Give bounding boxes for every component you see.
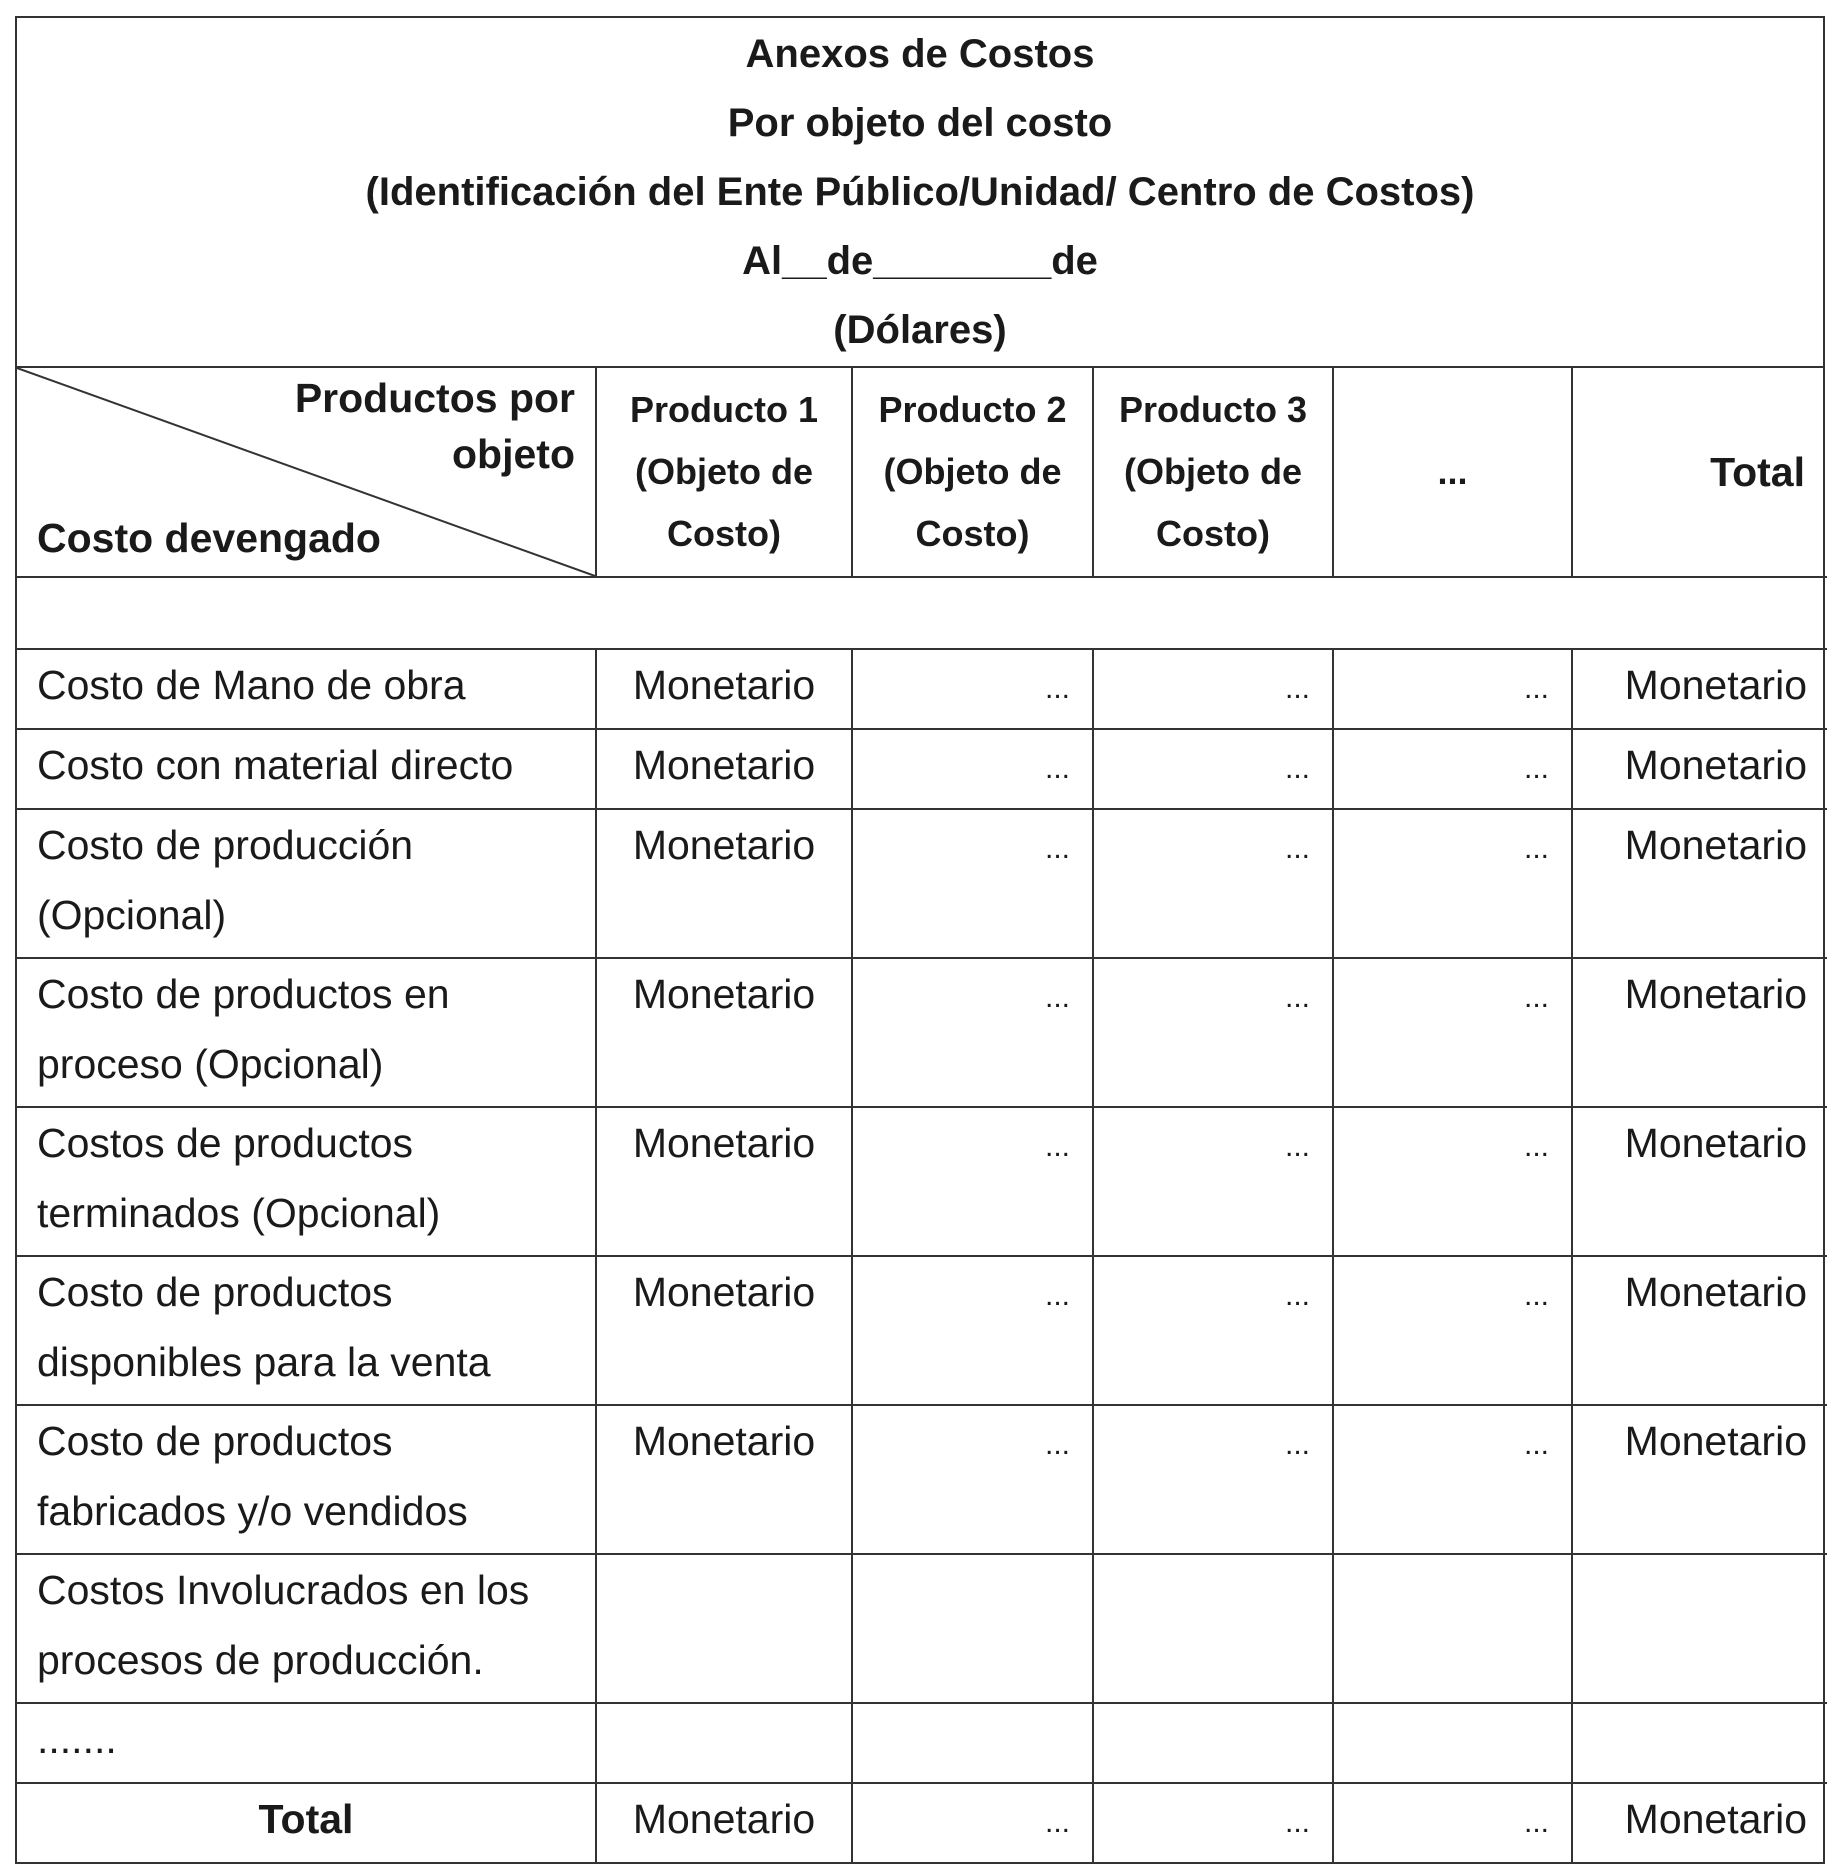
cell-product-3: ...	[1093, 1107, 1333, 1256]
cell-product-3	[1093, 1554, 1333, 1703]
cell-total	[1572, 1554, 1827, 1703]
cell-more: ...	[1333, 1256, 1572, 1405]
cell-product-2: ...	[852, 958, 1093, 1107]
row-label: Costo de Mano de obra	[17, 649, 596, 729]
cell-product-3: ...	[1093, 729, 1333, 809]
total-row-product-2: ...	[852, 1783, 1093, 1862]
cell-total: Monetario	[1572, 649, 1827, 729]
column-header-more: ...	[1333, 368, 1572, 577]
table-header-row	[17, 368, 1827, 577]
cell-more: ...	[1333, 1107, 1572, 1256]
row-label: Costos Involucrados en los procesos de producción.	[17, 1554, 596, 1703]
cell-product-1: Monetario	[596, 649, 852, 729]
column-header-product-1: Producto 1 (Objeto de Costo)	[596, 368, 852, 577]
cell-product-1: Monetario	[596, 1107, 852, 1256]
cell-more: ...	[1333, 809, 1572, 958]
cost-table-body	[17, 648, 1827, 1862]
cell-more	[1333, 1554, 1572, 1703]
cell-product-3: ...	[1093, 809, 1333, 958]
column-header-total: Total	[1572, 368, 1827, 577]
corner-header-cost: Costo devengado	[37, 515, 381, 561]
currency-unit: (Dólares)	[833, 307, 1007, 352]
table-row	[17, 958, 1827, 1107]
cell-product-1: Monetario	[596, 1405, 852, 1554]
cell-product-3: ...	[1093, 1256, 1333, 1405]
cell-product-1: Monetario	[596, 729, 852, 809]
entity-identification: (Identificación del Ente Público/Unidad/ Centro de Costos)	[365, 169, 1475, 214]
corner-header-cell	[17, 368, 596, 577]
cell-product-1: Monetario	[596, 1256, 852, 1405]
cell-total: Monetario	[1572, 809, 1827, 958]
cell-product-3: ...	[1093, 958, 1333, 1107]
cell-product-2: ...	[852, 729, 1093, 809]
spacer-row	[17, 577, 1827, 648]
cell-product-2: ...	[852, 809, 1093, 958]
cell-total: Monetario	[1572, 958, 1827, 1107]
table-row	[17, 1405, 1827, 1554]
cell-product-2: ...	[852, 1107, 1093, 1256]
row-label: Costo de productos fabricados y/o vendidos	[17, 1405, 596, 1554]
cell-total: Monetario	[1572, 1256, 1827, 1405]
report-date-line: Al__de________de	[742, 238, 1098, 283]
total-row-more: ...	[1333, 1783, 1572, 1862]
column-header-product-2: Producto 2 (Objeto de Costo)	[852, 368, 1093, 577]
cell-product-2: ...	[852, 649, 1093, 729]
row-label: Costo de productos disponibles para la venta	[17, 1256, 596, 1405]
cell-product-1: Monetario	[596, 958, 852, 1107]
table-row	[17, 729, 1827, 809]
column-header-product-3: Producto 3 (Objeto de Costo)	[1093, 368, 1333, 577]
total-row-product-1: Monetario	[596, 1783, 852, 1862]
report-title-block	[17, 18, 1823, 368]
row-label: Costo de producción (Opcional)	[17, 809, 596, 958]
cell-total: Monetario	[1572, 1405, 1827, 1554]
total-row-label: Total	[17, 1783, 596, 1862]
cell-product-2: ...	[852, 1256, 1093, 1405]
cell-product-1: Monetario	[596, 809, 852, 958]
table-row	[17, 1554, 1827, 1703]
row-label: Costo de productos en proceso (Opcional)	[17, 958, 596, 1107]
table-row	[17, 649, 1827, 729]
cell-product-1	[596, 1554, 852, 1703]
cell-product-3: ...	[1093, 1405, 1333, 1554]
total-row-total: Monetario	[1572, 1783, 1827, 1862]
report-title: Anexos de Costos	[745, 31, 1095, 76]
spacer-cell	[17, 577, 1827, 648]
row-label: .......	[17, 1703, 596, 1783]
total-row-product-3: ...	[1093, 1783, 1333, 1862]
table-row	[17, 809, 1827, 958]
cell-more: ...	[1333, 649, 1572, 729]
cell-product-3: ...	[1093, 649, 1333, 729]
cell-total: Monetario	[1572, 1107, 1827, 1256]
report-subtitle: Por objeto del costo	[727, 100, 1113, 145]
cell-product-2	[852, 1703, 1093, 1783]
cell-product-2	[852, 1554, 1093, 1703]
corner-header-products: Productos por objeto	[294, 375, 575, 477]
cell-product-2: ...	[852, 1405, 1093, 1554]
cost-annex-table	[15, 16, 1825, 1864]
cell-product-1	[596, 1703, 852, 1783]
cell-more: ...	[1333, 958, 1572, 1107]
cell-product-3	[1093, 1703, 1333, 1783]
table-row	[17, 1256, 1827, 1405]
row-label: Costos de productos terminados (Opcional)	[17, 1107, 596, 1256]
table-row	[17, 1703, 1827, 1783]
cell-more: ...	[1333, 1405, 1572, 1554]
cell-total	[1572, 1703, 1827, 1783]
table-row	[17, 1107, 1827, 1256]
cell-total: Monetario	[1572, 729, 1827, 809]
cost-table	[17, 368, 1827, 648]
row-label: Costo con material directo	[17, 729, 596, 809]
total-row	[17, 1783, 1827, 1862]
cell-more	[1333, 1703, 1572, 1783]
cell-more: ...	[1333, 729, 1572, 809]
